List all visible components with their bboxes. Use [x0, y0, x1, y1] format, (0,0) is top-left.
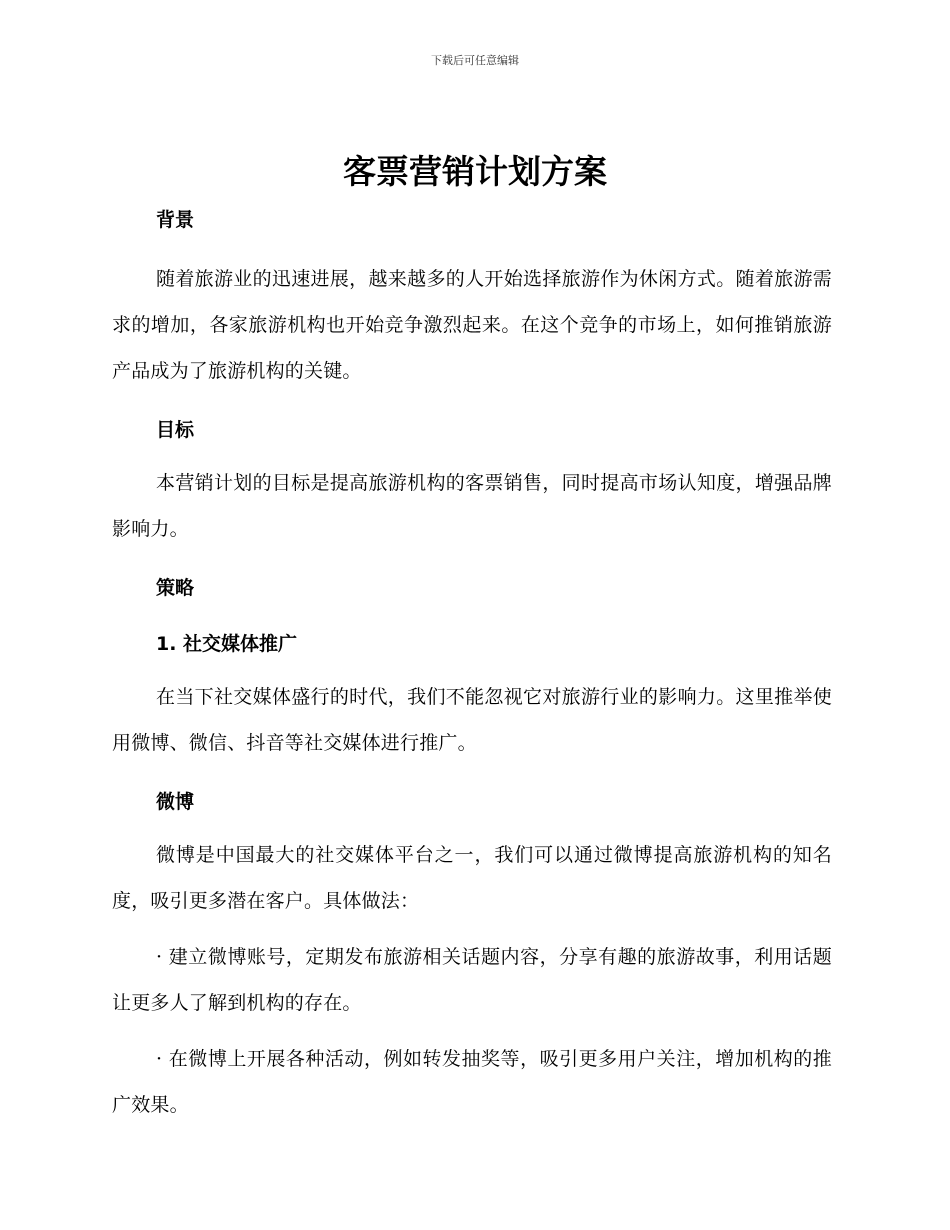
subsection-heading-social-media: 1. 社交媒体推广	[156, 633, 298, 655]
bullet-item: · 建立微博账号，定期发布旅游相关话题内容，分享有趣的旅游故事，利用话题让更多人了解到机构的存在。	[112, 946, 832, 1014]
paragraph-background: 随着旅游业的迅速进展，越来越多的人开始选择旅游作为休闲方式。随着旅游需求的增加，各家旅游机构也开始竞争激烈起来。在这个竞争的市场上，如何推销旅游产品成为了旅游机构的关键。	[112, 268, 832, 382]
document-title: 客票营销计划方案	[343, 152, 607, 191]
header-note: 下载后可任意编辑	[431, 54, 519, 67]
section-heading-strategy: 策略	[156, 577, 195, 599]
paragraph-social-media: 在当下社交媒体盛行的时代，我们不能忽视它对旅游行业的影响力。这里推举使用微博、微信、抖音等社交媒体进行推广。	[112, 686, 832, 754]
bullet-item: · 在微博上开展各种活动，例如转发抽奖等，吸引更多用户关注，增加机构的推广效果。	[112, 1048, 832, 1116]
paragraph-weibo: 微博是中国最大的社交媒体平台之一，我们可以通过微博提高旅游机构的知名度，吸引更多潜在客户。具体做法：	[112, 844, 832, 912]
section-heading-goal: 目标	[156, 419, 195, 441]
section-heading-weibo: 微博	[156, 791, 195, 813]
paragraph-goal: 本营销计划的目标是提高旅游机构的客票销售，同时提高市场认知度，增强品牌影响力。	[112, 472, 832, 540]
document-body	[112, 200, 832, 1128]
section-heading-background: 背景	[156, 209, 195, 231]
